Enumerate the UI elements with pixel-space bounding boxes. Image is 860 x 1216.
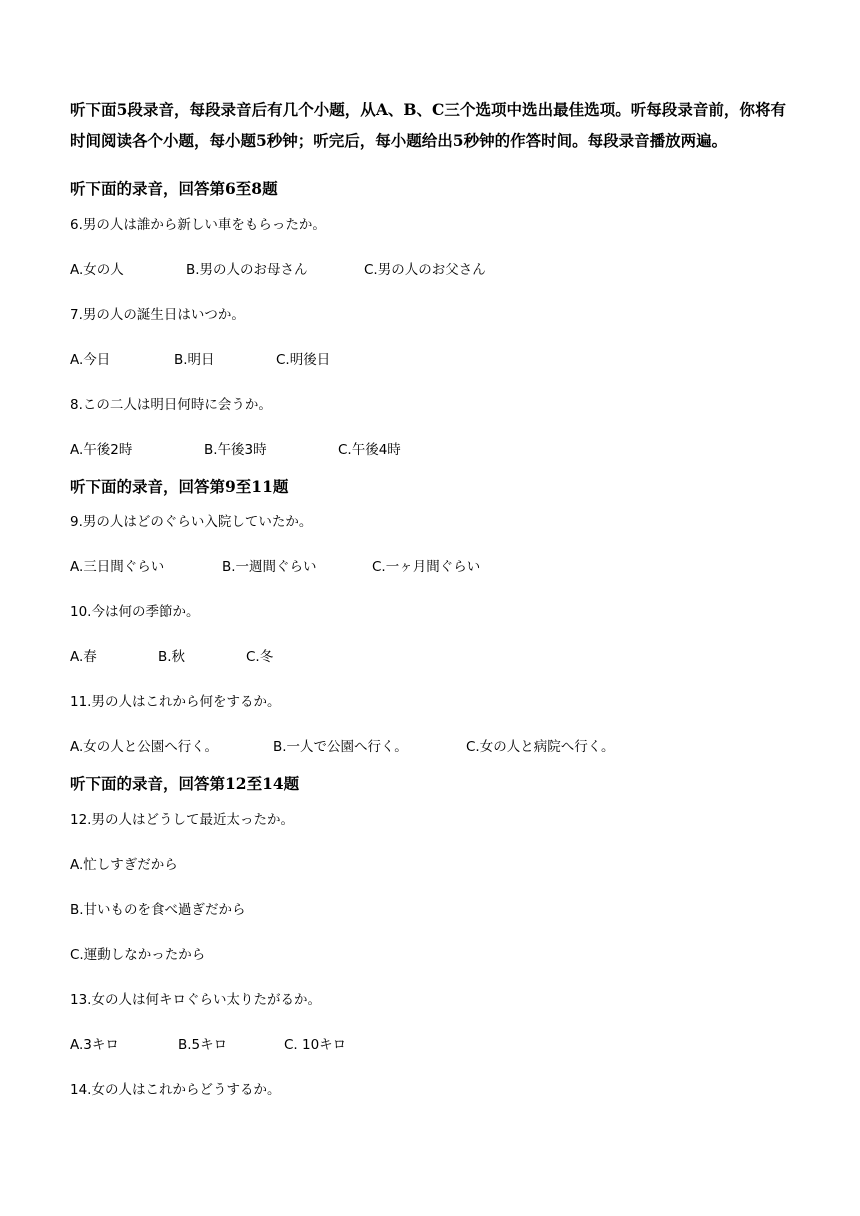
question-text: 8.この二人は明日何時に会うか。 bbox=[70, 397, 272, 413]
option-a: A.春 bbox=[70, 649, 97, 665]
option-c: C. 10キロ bbox=[284, 1037, 347, 1053]
option-a: A.忙しすぎだから bbox=[70, 857, 178, 873]
question-text: 12.男の人はどうして最近太ったか。 bbox=[70, 812, 294, 828]
question-text: 10.今は何の季節か。 bbox=[70, 604, 200, 620]
question-text: 11.男の人はこれから何をするか。 bbox=[70, 694, 281, 710]
option-b: B.一週間ぐらい bbox=[222, 559, 317, 575]
instructions-paragraph: 听下面5段录音，每段录音后有几个小题，从A、B、C三个选项中选出最佳选项。听每段录音前，你将有时间阅读各个小题，每小题5秒钟；听完后，每小题给出5秒钟的作答时间。每段录音播放两遍。 bbox=[70, 100, 786, 150]
option-b: B.甘いものを食べ過ぎだから bbox=[70, 902, 246, 918]
options-row bbox=[0, 647, 860, 667]
option-c: C.女の人と病院へ行く。 bbox=[466, 739, 615, 755]
option-a: A.3キロ bbox=[70, 1037, 119, 1053]
option-a: A.午後2時 bbox=[70, 442, 133, 458]
option-c: C.明後日 bbox=[276, 352, 331, 368]
options-row bbox=[0, 440, 860, 460]
option-a: A.女の人と公園へ行く。 bbox=[70, 739, 219, 755]
option-b: B.5キロ bbox=[178, 1037, 228, 1053]
option-a: A.今日 bbox=[70, 352, 111, 368]
option-b: B.秋 bbox=[158, 649, 186, 665]
option-b: B.明日 bbox=[174, 352, 215, 368]
option-a: A.三日間ぐらい bbox=[70, 559, 165, 575]
question-text: 14.女の人はこれからどうするか。 bbox=[70, 1082, 281, 1098]
section-heading: 听下面的录音，回答第12至14题 bbox=[70, 774, 300, 793]
option-c: C.一ヶ月間ぐらい bbox=[372, 559, 481, 575]
options-row bbox=[0, 737, 860, 757]
section-heading: 听下面的录音，回答第6至8题 bbox=[70, 179, 278, 198]
option-c: C.午後4時 bbox=[338, 442, 401, 458]
option-b: B.男の人のお母さん bbox=[186, 262, 308, 278]
option-c: C.冬 bbox=[246, 649, 274, 665]
section-heading: 听下面的录音，回答第9至11题 bbox=[70, 477, 289, 496]
question-text: 9.男の人はどのぐらい入院していたか。 bbox=[70, 514, 313, 530]
option-c: C.男の人のお父さん bbox=[364, 262, 486, 278]
options-row bbox=[0, 260, 860, 280]
option-c: C.運動しなかったから bbox=[70, 947, 206, 963]
option-b: B.午後3時 bbox=[204, 442, 267, 458]
question-text: 13.女の人は何キロぐらい太りたがるか。 bbox=[70, 992, 321, 1008]
question-text: 7.男の人の誕生日はいつか。 bbox=[70, 307, 245, 323]
question-text: 6.男の人は誰から新しい車をもらったか。 bbox=[70, 217, 326, 233]
options-row bbox=[0, 557, 860, 577]
option-a: A.女の人 bbox=[70, 262, 124, 278]
options-row bbox=[0, 350, 860, 370]
options-row bbox=[0, 1035, 860, 1055]
option-b: B.一人で公園へ行く。 bbox=[273, 739, 408, 755]
